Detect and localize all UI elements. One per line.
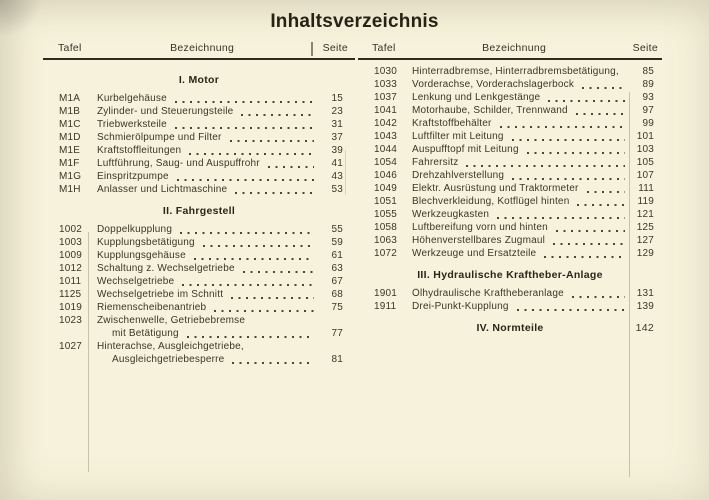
page-number: 127: [636, 235, 654, 246]
entry-name: Wechselgetriebe: [97, 276, 175, 287]
entry-name: Triebwerksteile: [97, 119, 167, 130]
tafel-number: M1E: [59, 145, 81, 156]
entry-name: mit Betätigung: [112, 328, 179, 339]
dot-leader: [175, 101, 314, 103]
entry-name: Werkzeuge und Ersatzteile: [412, 248, 537, 259]
toc-row: [358, 144, 662, 157]
toc-row: [43, 289, 355, 302]
toc-row: [358, 131, 662, 144]
dot-leader: [182, 284, 314, 286]
dot-leader: [232, 362, 314, 364]
page-number: 67: [331, 276, 343, 287]
entry-name: Wechselgetriebe im Schnitt: [97, 289, 224, 300]
dot-leader: [241, 114, 314, 116]
toc-row: [358, 157, 662, 170]
dot-leader: [497, 217, 625, 219]
entry-name: Doppelkupplung: [97, 224, 173, 235]
entry-name: Drehzahlverstellung: [412, 170, 505, 181]
page-number: 97: [642, 105, 654, 116]
toc-row: [358, 196, 662, 209]
page-title: Inhaltsverzeichnis: [270, 11, 439, 32]
toc-row: [43, 302, 355, 315]
entry-name: Anlasser und Lichtmaschine: [97, 184, 228, 195]
page-number: 101: [636, 131, 654, 142]
entry-name: Auspufftopf mit Leitung: [412, 144, 519, 155]
dot-leader: [544, 256, 625, 258]
entry-name: Luftführung, Saug- und Auspuffrohr: [97, 158, 260, 169]
page-number: 107: [636, 170, 654, 181]
page-number: 37: [331, 132, 343, 143]
section-heading: [43, 74, 355, 87]
tafel-number: 1043: [374, 131, 398, 142]
header-bezeichnung: Bezeichnung: [170, 42, 235, 54]
tafel-number: M1F: [59, 158, 80, 169]
dot-leader: [587, 191, 625, 193]
page-number: 125: [636, 222, 654, 233]
tafel-number: 1030: [374, 66, 398, 77]
dot-leader: [572, 296, 625, 298]
page-number: 55: [331, 224, 343, 235]
tafel-number: 1058: [374, 222, 398, 233]
section-heading-label: II. Fahrgestell: [162, 205, 236, 217]
toc-row: [43, 224, 355, 237]
page-number: 15: [331, 93, 343, 104]
entry-name: Kraftstoffbehälter: [412, 118, 492, 129]
column-header: [43, 40, 355, 60]
dot-leader: [576, 113, 625, 115]
page-number: 99: [642, 118, 654, 129]
dot-leader: [548, 100, 625, 102]
page-number: 81: [331, 354, 343, 365]
entry-name: Kraftstoffleitungen: [97, 145, 182, 156]
section-heading: [358, 322, 662, 335]
dot-leader: [189, 153, 314, 155]
tafel-number: 1049: [374, 183, 398, 194]
tafel-number: 1063: [374, 235, 398, 246]
toc-row: [43, 263, 355, 276]
toc-row: [358, 235, 662, 248]
dot-leader: [527, 152, 625, 154]
section-heading: [43, 205, 355, 218]
tafel-number: 1027: [59, 341, 83, 352]
page-number: 77: [331, 328, 343, 339]
dot-leader: [553, 243, 625, 245]
toc-row: [43, 184, 355, 197]
tafel-number: M1C: [59, 119, 81, 130]
entry-name: Einspritzpumpe: [97, 171, 169, 182]
page-number: 68: [331, 289, 343, 300]
page-number: 89: [642, 79, 654, 90]
header-bezeichnung: Bezeichnung: [482, 42, 547, 54]
page-number: 93: [642, 92, 654, 103]
entry-name: Hinterradbremse, Hinterradbremsbetätigung,: [412, 66, 619, 77]
dot-leader: [577, 204, 625, 206]
tafel-number: M1B: [59, 106, 81, 117]
tafel-number: 1046: [374, 170, 398, 181]
column-header: [358, 40, 662, 60]
header-tafel: Tafel: [58, 42, 82, 54]
section-heading-label: I. Motor: [178, 74, 220, 86]
page-number: 139: [636, 301, 654, 312]
dot-leader: [187, 336, 314, 338]
entry-name: Kupplungsbetätigung: [97, 237, 195, 248]
dot-leader: [214, 310, 314, 312]
dot-leader: [512, 139, 625, 141]
entry-name: Hinterachse, Ausgleichgetriebe,: [97, 341, 244, 352]
entry-name: Ausgleichgetriebesperre: [112, 354, 225, 365]
toc-column-right: [358, 40, 662, 341]
tafel-number: M1G: [59, 171, 82, 182]
page-number: 31: [331, 119, 343, 130]
page-number: 63: [331, 263, 343, 274]
dot-leader: [235, 192, 314, 194]
toc-row: [358, 248, 662, 261]
toc-row: [43, 328, 355, 341]
entry-name: Werkzeugkasten: [412, 209, 490, 220]
tafel-number: 1011: [59, 276, 82, 287]
page-number: 131: [636, 288, 654, 299]
tafel-number: 1901: [374, 288, 398, 299]
page-number: 75: [331, 302, 343, 313]
dot-leader: [556, 230, 625, 232]
toc-row: [43, 237, 355, 250]
tafel-number: 1072: [374, 248, 398, 259]
entry-name: Vorderachse, Vorderachslagerbock: [412, 79, 575, 90]
toc-row: [358, 105, 662, 118]
tafel-number: 1051: [374, 196, 398, 207]
page-number: 111: [638, 183, 654, 194]
toc-row: [358, 222, 662, 235]
tafel-number: M1D: [59, 132, 81, 143]
entry-name: Lenkung und Lenkgestänge: [412, 92, 541, 103]
page-number: 61: [331, 250, 343, 261]
toc-row: [358, 92, 662, 105]
column-entries: [43, 60, 355, 367]
tafel-number: 1044: [374, 144, 398, 155]
entry-name: Motorhaube, Schilder, Trennwand: [412, 105, 568, 116]
page-number: 53: [331, 184, 343, 195]
entry-name: Zylinder- und Steuerungsteile: [97, 106, 234, 117]
page-number: 129: [636, 248, 654, 259]
tafel-number: 1055: [374, 209, 398, 220]
tafel-number: 1125: [59, 289, 82, 300]
tafel-number: 1042: [374, 118, 398, 129]
toc-row: [358, 301, 662, 314]
entry-name: Höhenverstellbares Zugmaul: [412, 235, 546, 246]
entry-name: Fahrersitz: [412, 157, 459, 168]
tafel-number: 1041: [374, 105, 398, 116]
toc-row: [358, 66, 662, 79]
tafel-number: 1009: [59, 250, 83, 261]
tafel-number: M1A: [59, 93, 81, 104]
dot-leader: [517, 309, 625, 311]
entry-name: Luftfilter mit Leitung: [412, 131, 504, 142]
dot-leader: [243, 271, 314, 273]
tafel-number: 1033: [374, 79, 398, 90]
tafel-number: 1019: [59, 302, 83, 313]
section-heading-label: III. Hydraulische Kraftheber-Anlage: [417, 269, 603, 281]
dot-leader: [230, 140, 315, 142]
dot-leader: [231, 297, 314, 299]
toc-row: [43, 315, 355, 328]
dot-leader: [194, 258, 314, 260]
toc-row: [43, 93, 355, 106]
toc-row: [43, 145, 355, 158]
toc-row: [43, 119, 355, 132]
entry-name: Kupplungsgehäuse: [97, 250, 186, 261]
tafel-number: 1037: [374, 92, 398, 103]
toc-row: [358, 118, 662, 131]
entry-name: Luftbereifung vorn und hinten: [412, 222, 548, 233]
page-number: 119: [637, 196, 654, 207]
page-number: 23: [331, 106, 343, 117]
page-number: 39: [331, 145, 343, 156]
entry-name: Ölhydraulische Kraftheberanlage: [412, 288, 564, 299]
tafel-number: M1H: [59, 184, 81, 195]
dot-leader: [621, 77, 628, 79]
page-number: 59: [331, 237, 343, 248]
page-number: 85: [642, 66, 654, 77]
toc-row: [43, 158, 355, 171]
toc-row: [358, 183, 662, 196]
toc-row: [358, 79, 662, 92]
header-seite: Seite: [632, 42, 658, 54]
dot-leader: [180, 232, 314, 234]
toc-row: [43, 341, 355, 354]
dot-leader: [500, 126, 625, 128]
column-entries: [358, 60, 662, 335]
section-page-number: 142: [635, 322, 654, 334]
tafel-number: 1023: [59, 315, 83, 326]
dot-leader: [177, 179, 314, 181]
toc-row: [358, 209, 662, 222]
entry-name: Schaltung z. Wechselgetriebe: [97, 263, 235, 274]
entry-name: Blechverkleidung, Kotflügel hinten: [412, 196, 570, 207]
header-tafel: Tafel: [372, 42, 396, 54]
page-number: 103: [636, 144, 654, 155]
tafel-number: 1911: [374, 301, 397, 312]
page-number: 43: [331, 171, 343, 182]
entry-name: Riemenscheibenantrieb: [97, 302, 207, 313]
dot-leader: [466, 165, 625, 167]
toc-row: [358, 288, 662, 301]
header-seite: Seite: [322, 42, 348, 54]
toc-row: [358, 170, 662, 183]
dot-leader: [175, 127, 314, 129]
page-number: 105: [636, 157, 654, 168]
page-number: 41: [331, 158, 343, 169]
dot-leader: [203, 245, 314, 247]
section-heading: [358, 269, 662, 282]
entry-name: Drei-Punkt-Kupplung: [412, 301, 509, 312]
entry-name: Kurbelgehäuse: [97, 93, 167, 104]
toc-column-left: [43, 40, 355, 367]
dot-leader: [582, 87, 625, 89]
page-number: 121: [636, 209, 654, 220]
tafel-number: 1054: [374, 157, 398, 168]
tafel-number: 1002: [59, 224, 83, 235]
toc-row: [43, 132, 355, 145]
section-heading-label: IV. Normteile: [476, 322, 544, 334]
tafel-number: 1012: [59, 263, 83, 274]
tafel-number: 1003: [59, 237, 83, 248]
entry-name: Schmierölpumpe und Filter: [97, 132, 222, 143]
toc-row: [43, 171, 355, 184]
entry-name: Zwischenwelle, Getriebebremse: [97, 315, 246, 326]
dot-leader: [512, 178, 625, 180]
dot-leader: [268, 166, 314, 168]
toc-row: [43, 250, 355, 263]
toc-row: [43, 354, 355, 367]
toc-row: [43, 276, 355, 289]
entry-name: Elektr. Ausrüstung und Traktormeter: [412, 183, 579, 194]
toc-row: [43, 106, 355, 119]
